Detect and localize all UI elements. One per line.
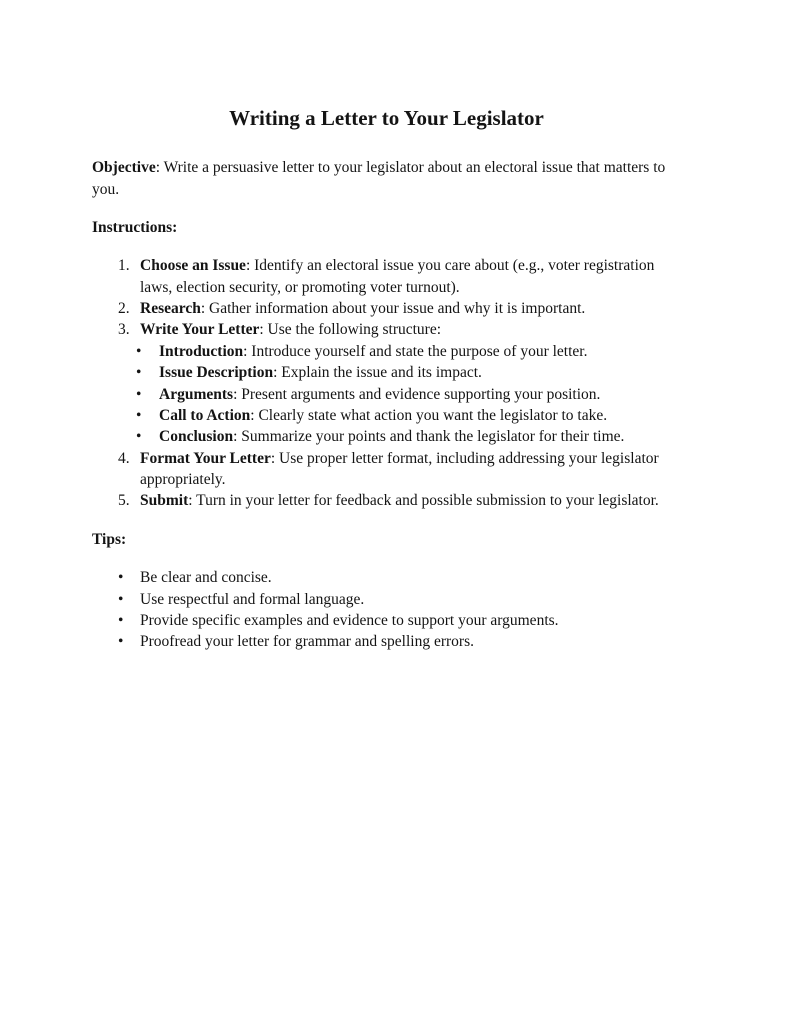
list-item-label: Format Your Letter xyxy=(140,449,271,467)
list-item-text xyxy=(140,298,681,319)
sublist-item-text xyxy=(159,405,681,426)
sublist-item xyxy=(92,384,681,405)
bullet-marker: • xyxy=(136,406,142,424)
bullet-marker: • xyxy=(136,428,142,446)
list-item-label: Choose an Issue xyxy=(140,257,246,275)
sublist-item-body: : Introduce yourself and state the purpose of your letter. xyxy=(243,342,588,360)
list-item-label: Submit xyxy=(140,492,189,510)
list-item-body: : Identify an electoral issue you care about (e.g., voter registration laws, election security, or promoting voter turnout). xyxy=(140,257,655,296)
bullet-marker: • xyxy=(118,611,124,629)
list-item-text xyxy=(140,319,681,340)
list-item-body: : Gather information about your issue and why it is important. xyxy=(200,300,586,318)
sublist-item-text xyxy=(159,384,681,405)
sublist-item xyxy=(92,426,681,447)
list-item-body: : Use the following structure: xyxy=(259,321,442,339)
sublist-item-body: : Summarize your points and thank the legislator for their time. xyxy=(233,428,625,446)
sublist-item-text xyxy=(159,426,681,447)
sublist-item xyxy=(92,362,681,383)
list-item xyxy=(92,255,681,298)
page-title: Writing a Letter to Your Legislator xyxy=(229,106,544,130)
bullet-marker: • xyxy=(118,633,124,651)
list-item-text xyxy=(140,255,681,298)
objective-paragraph xyxy=(92,157,681,200)
bullet-marker: • xyxy=(118,569,124,587)
objective-label: Objective xyxy=(92,159,156,177)
list-item xyxy=(92,319,681,340)
sublist-item-label: Arguments xyxy=(159,385,234,403)
bullet-marker: • xyxy=(118,590,124,608)
tips-heading: Tips: xyxy=(92,530,127,548)
tip-item-text: Be clear and concise. xyxy=(140,569,272,587)
tip-item-text: Proofread your letter for grammar and spelling errors. xyxy=(140,633,474,651)
list-item-body: : Turn in your letter for feedback and possible submission to your legislator. xyxy=(188,492,659,510)
sublist-item-text xyxy=(159,362,681,383)
tip-item xyxy=(92,589,681,610)
tip-item-text: Provide specific examples and evidence to support your arguments. xyxy=(140,611,559,629)
list-item-body: : Use proper letter format, including addressing your legislator appropriately. xyxy=(140,449,659,489)
list-item-label: Research xyxy=(140,300,201,318)
list-item xyxy=(92,448,681,491)
sublist-item xyxy=(92,405,681,426)
tip-item xyxy=(92,631,681,652)
instructions-list xyxy=(92,255,681,512)
letter-structure-sublist xyxy=(92,341,681,448)
list-item-label: Write Your Letter xyxy=(140,321,260,339)
list-number: 4. xyxy=(118,449,130,467)
list-number: 1. xyxy=(118,257,130,275)
sublist-item-body: : Present arguments and evidence supporting your position. xyxy=(233,385,601,403)
objective-text: : Write a persuasive letter to your legislator about an electoral issue that matters to you. xyxy=(92,159,666,198)
tip-item-text: Use respectful and formal language. xyxy=(140,590,365,608)
tip-item xyxy=(92,610,681,631)
sublist-item-label: Issue Description xyxy=(159,364,274,382)
sublist-item xyxy=(92,341,681,362)
sublist-item-body: : Explain the issue and its impact. xyxy=(273,364,482,382)
sublist-item-label: Call to Action xyxy=(159,406,251,424)
list-item xyxy=(92,298,681,319)
list-item-text xyxy=(140,448,681,491)
sublist-item-label: Introduction xyxy=(159,342,244,360)
list-item-text xyxy=(140,490,681,511)
bullet-marker: • xyxy=(136,364,142,382)
bullet-marker: • xyxy=(136,385,142,403)
sublist-item-body: : Clearly state what action you want the legislator to take. xyxy=(250,406,608,424)
list-item xyxy=(92,490,681,511)
sublist-item-label: Conclusion xyxy=(159,428,234,446)
bullet-marker: • xyxy=(136,342,142,360)
instructions-heading: Instructions: xyxy=(92,218,178,236)
tips-list xyxy=(92,567,681,653)
list-number: 2. xyxy=(118,300,130,318)
tip-item xyxy=(92,567,681,588)
list-number: 3. xyxy=(118,321,130,339)
list-number: 5. xyxy=(118,492,130,510)
sublist-item-text xyxy=(159,341,681,362)
